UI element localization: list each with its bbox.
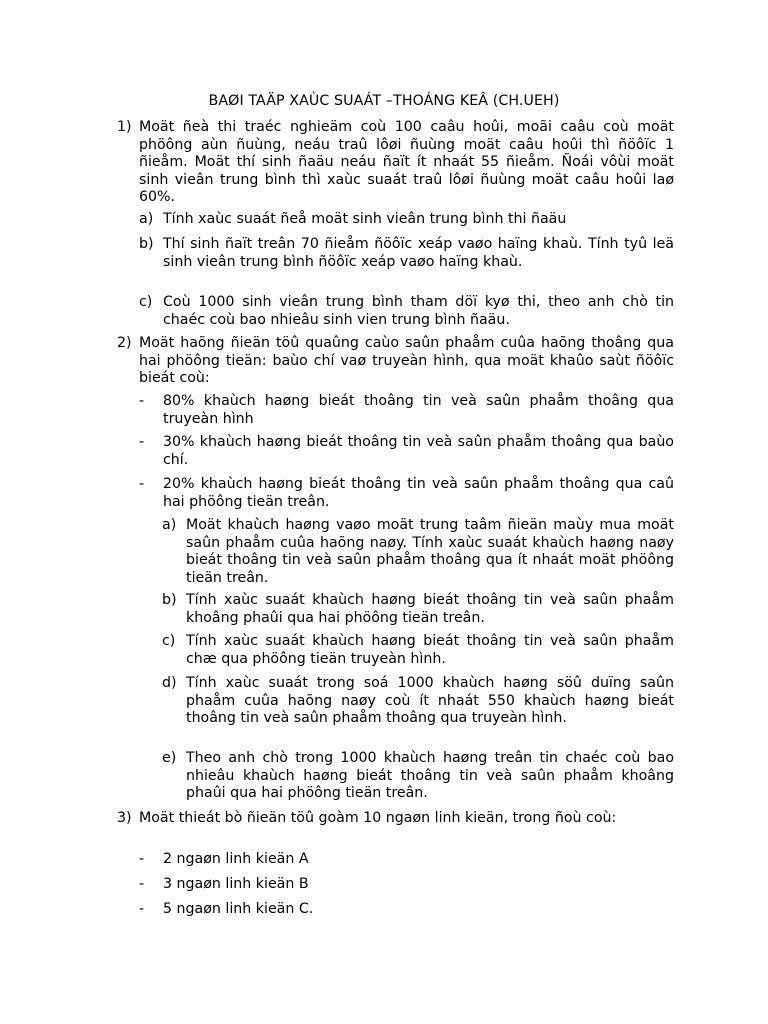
question-3-bullet-1 xyxy=(139,851,674,869)
item-label: c) xyxy=(139,294,153,310)
item-text: Tính xaùc suaát ñeå moät sinh vieân trung bình thi ñaäu xyxy=(163,211,567,227)
bullet-text: 80% khaùch haøng bieát thoâng tin veà saûn phaåm thoâng qua truyeàn hình xyxy=(163,393,674,427)
item-text: Tính xaùc suaát trong soá 1000 khaùch haøng söû duïng saûn phaåm cuûa haõng naøy coù ít nhaát 550 khaùch haøng bieát thoâng tin veà saûn phaåm thoâng qua truyeàn hình. xyxy=(186,675,674,727)
item-text: Coù 1000 sinh vieân trung bình tham döï kyø thi, theo anh chò tin chaéc coù bao nhieâu sinh vien trung bình ñaäu. xyxy=(163,294,674,328)
item-text: Thí sinh ñaït treân 70 ñieåm ñöôïc xeáp vaøo haïng khaù. Tính tyû leä sinh vieân trung bình ñöôïc xeáp vaøo haïng khaù. xyxy=(163,236,674,270)
question-2-bullet-3 xyxy=(139,476,674,511)
question-3-bullet-2 xyxy=(139,876,674,894)
document-title: BAØI TAÄP XAÙC SUAÁT –THOÁNG KEÂ (CH.UEH) xyxy=(208,93,560,109)
bullet-dash: - xyxy=(139,851,145,867)
question-3-bullet-3 xyxy=(139,901,674,919)
item-text: Moät khaùch haøng vaøo moät trung taâm ñieän maùy mua moät saûn phaåm cuûa haõng naøy. Tính xaùc suaát khaùch haøng naøy bieát thoâng tin veà saûn phaåm thoâng qua ít nhaát moät phöông tieän treân. xyxy=(186,517,674,586)
item-label: c) xyxy=(162,633,176,649)
item-text: Tính xaùc suaát khaùch haøng bieát thoâng tin veà saûn phaåm khoâng phaûi qua hai phöông tieän treân. xyxy=(186,592,674,626)
item-label: a) xyxy=(162,517,177,533)
question-2-item-a xyxy=(162,517,674,587)
bullet-dash: - xyxy=(139,876,145,892)
bullet-text: 5 ngaøn linh kieän C. xyxy=(163,901,314,917)
question-text: Moät thieát bò ñieän töû goàm 10 ngaøn linh kieän, trong ñoù coù: xyxy=(139,810,617,826)
question-2 xyxy=(117,335,674,388)
bullet-text: 2 ngaøn linh kieän A xyxy=(163,851,309,867)
item-label: b) xyxy=(139,236,154,252)
bullet-dash: - xyxy=(139,434,145,450)
question-1-item-b xyxy=(139,236,674,271)
item-label: b) xyxy=(162,592,177,608)
item-text: Theo anh chò trong 1000 khaùch haøng treân tin chaéc coù bao nhieâu khaùch haøng bieát thoâng tin veà saûn phaåm khoâng phaûi qua hai phöông tieän treân. xyxy=(186,750,674,802)
question-1-item-a xyxy=(139,211,674,229)
question-2-bullet-1 xyxy=(139,393,674,428)
question-2-item-b xyxy=(162,592,674,627)
question-1-item-c xyxy=(139,294,674,329)
bullet-dash: - xyxy=(139,476,145,492)
question-1 xyxy=(117,119,674,207)
bullet-dash: - xyxy=(139,393,145,409)
item-label: a) xyxy=(139,211,154,227)
question-number: 2) xyxy=(117,335,132,351)
question-3 xyxy=(117,810,674,828)
item-text: Tính xaùc suaát khaùch haøng bieát thoâng tin veà saûn phaåm chæ qua phöông tieän truyeàn hình. xyxy=(186,633,674,667)
question-2-item-c xyxy=(162,633,674,668)
question-text: Moät ñeà thi traéc nghieäm coù 100 caâu hoûi, moãi caâu coù moät phöông aùn ñuùng, neáu traû lôøi ñuùng moät caâu hoûi thì ñöôïc 1 ñieåm. Moät thí sinh ñaäu neáu ñaït ít nhaát 55 ñieåm. Ñoái vôùi moät sinh vieân trung bình thì xaùc suaát traû lôøi ñuùng moät caâu hoûi laø 60%. xyxy=(139,119,674,206)
bullet-text: 20% khaùch haøng bieát thoâng tin veà saûn phaåm thoâng qua caû hai phöông tieän treân. xyxy=(163,476,674,510)
question-2-item-d xyxy=(162,675,674,728)
item-label: d) xyxy=(162,675,177,691)
question-number: 1) xyxy=(117,119,132,135)
question-2-item-e xyxy=(162,750,674,803)
question-text: Moät haõng ñieän töû quaûng caùo saûn phaåm cuûa haõng thoâng qua hai phöông tieän: baùo chí vaø truyeàn hình, qua moät khaûo saùt ñöôïc bieát coù: xyxy=(139,335,674,387)
bullet-text: 30% khaùch haøng bieát thoâng tin veà saûn phaåm thoâng qua baùo chí. xyxy=(163,434,674,468)
bullet-dash: - xyxy=(139,901,145,917)
question-number: 3) xyxy=(117,810,132,826)
item-label: e) xyxy=(162,750,177,766)
bullet-text: 3 ngaøn linh kieän B xyxy=(163,876,309,892)
question-2-bullet-2 xyxy=(139,434,674,469)
